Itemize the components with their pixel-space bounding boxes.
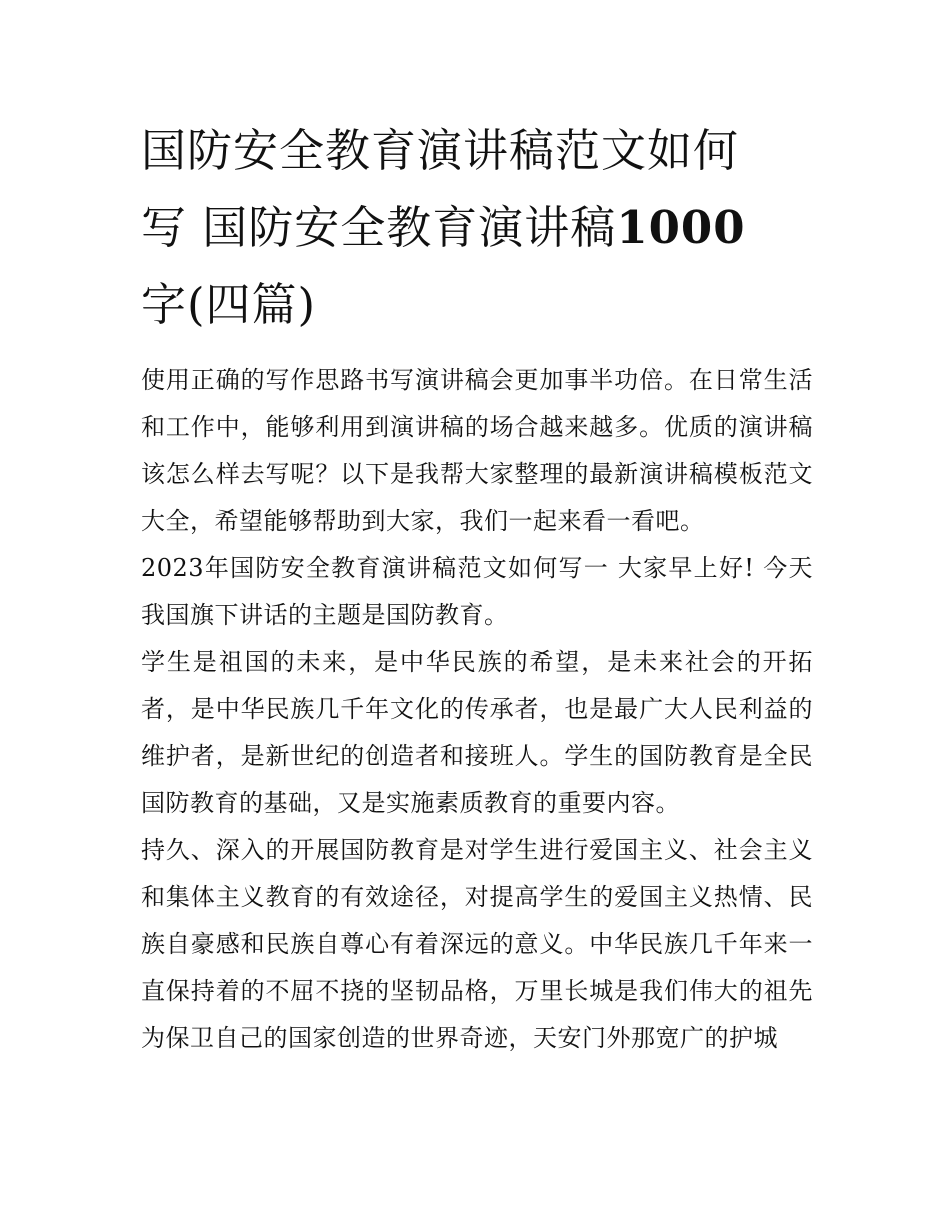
title-line-3: 字(四篇)	[141, 278, 317, 331]
paragraph-defense-education: 持久、深入的开展国防教育是对学生进行爱国主义、社会主义和集体主义教育的有效途径，对提高学生的爱国主义热情、民族自豪感和民族自尊心有着深远的意义。中华民族几千年来一直保持着的不屈不挠的坚韧品格，万里长城是我们伟大的祖先为保卫自己的国家创造的世界奇迹，天安门外那宽广的护城	[141, 836, 813, 1052]
document-title	[141, 112, 821, 343]
title-line-2: 写 国防安全教育演讲稿	[141, 201, 617, 254]
title-line-1: 国防安全教育演讲稿范文如何	[141, 124, 740, 177]
paragraph-greeting: 2023年国防安全教育演讲稿范文如何写一 大家早上好! 今天我国旗下讲话的主题是国防教育。	[141, 554, 813, 629]
paragraph-students: 学生是祖国的未来，是中华民族的希望，是未来社会的开拓者，是中华民族几千年文化的传承者，也是最广大人民利益的维护者，是新世纪的创造者和接班人。学生的国防教育是全民国防教育的基础，又是实施素质教育的重要内容。	[141, 648, 813, 817]
title-word-count: 1000	[616, 201, 746, 254]
document-body	[141, 357, 813, 1062]
paragraph-intro: 使用正确的写作思路书写演讲稿会更加事半功倍。在日常生活和工作中，能够利用到演讲稿的场合越来越多。优质的演讲稿该怎么样去写呢？以下是我帮大家整理的最新演讲稿模板范文大全，希望能够帮助到大家，我们一起来看一看吧。	[141, 366, 813, 535]
